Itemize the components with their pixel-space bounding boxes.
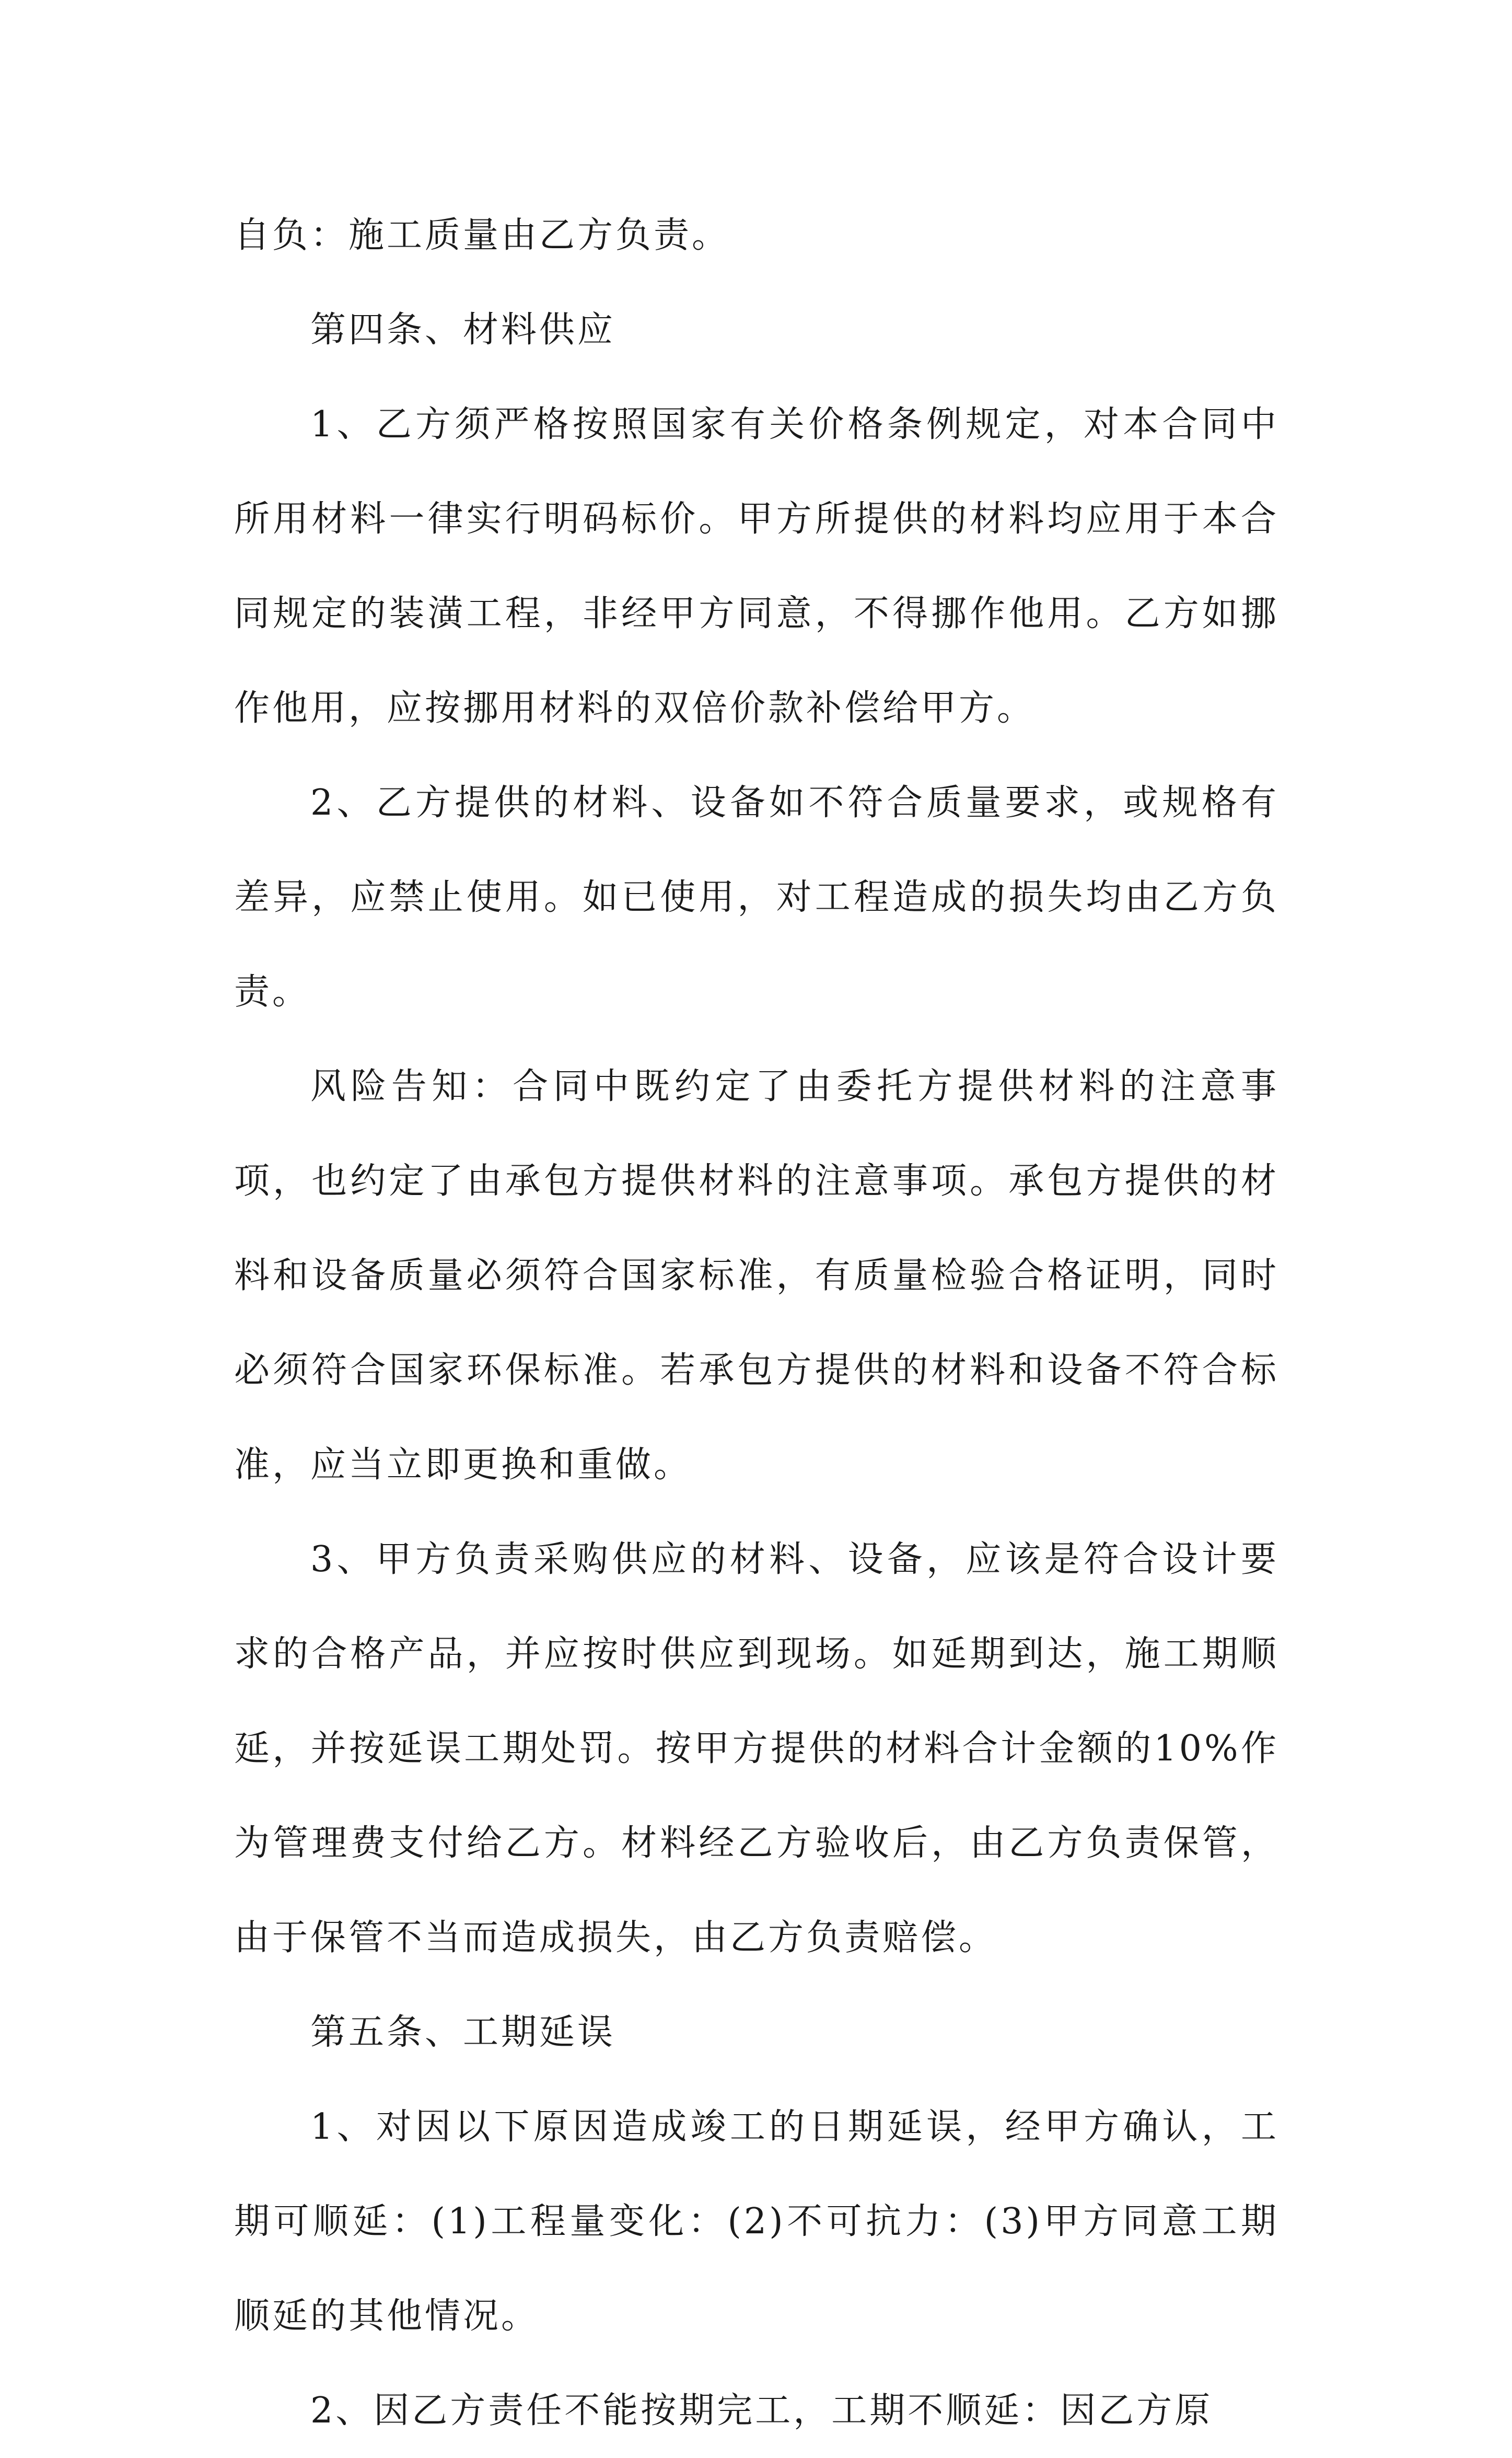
section-heading-article-4: 第四条、材料供应 [310,309,616,351]
paragraph-delay-extension: 1、对因以下原因造成竣工的日期延误，经甲方确认，工期可顺延：(1)工程量变化：(2)不可抗力：(3)甲方同意工期顺延的其他情况。 [234,2106,1279,2337]
paragraph-material-pricing: 1、乙方须严格按照国家有关价格条例规定，对本合同中所用材料一律实行明码标价。甲方所提供的材料均应用于本合同规定的装潢工程，非经甲方同意，不得挪作他用。乙方如挪作他用，应按挪用材料的双倍价款补偿给甲方。 [234,404,1279,729]
paragraph-party-a-supply: 3、甲方负责采购供应的材料、设备，应该是符合设计要求的合格产品，并应按时供应到现场。如延期到达，施工期顺延，并按延误工期处罚。按甲方提供的材料合计金额的10%作为管理费支付给乙方。材料经乙方验收后，由乙方负责保管，由于保管不当而造成损失，由乙方负责赔偿。 [234,1539,1279,1958]
paragraph-material-quality: 2、乙方提供的材料、设备如不符合质量要求，或规格有差异，应禁止使用。如已使用，对工程造成的损失均由乙方负责。 [234,782,1279,1013]
paragraph-party-b-delay: 2、因乙方责任不能按期完工，工期不顺延：因乙方原 [310,2390,1213,2431]
document-body [234,188,1279,2458]
paragraph-quality-responsibility: 自负：施工质量由乙方负责。 [234,215,730,256]
paragraph-risk-notice: 风险告知：合同中既约定了由委托方提供材料的注意事项，也约定了由承包方提供材料的注意事项。承包方提供的材料和设备质量必须符合国家标准，有质量检验合格证明，同时必须符合国家环保标准。若承包方提供的材料和设备不符合标准，应当立即更换和重做。 [234,1066,1279,1486]
section-heading-article-5: 第五条、工期延误 [310,2012,616,2053]
